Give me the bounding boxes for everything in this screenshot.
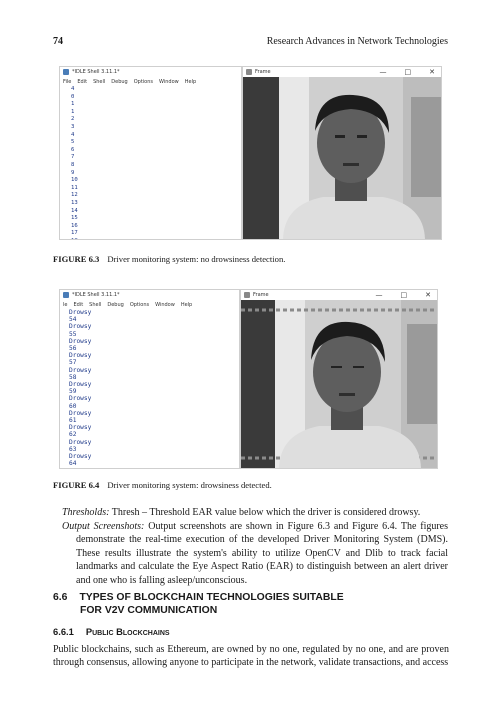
close-icon[interactable]: ✕ bbox=[429, 68, 435, 76]
shell-line: 7 bbox=[71, 154, 75, 161]
menu-debug[interactable]: Debug bbox=[107, 301, 124, 308]
shell-output bbox=[60, 309, 239, 467]
shell-line: 11 bbox=[71, 184, 78, 191]
menu-shell[interactable]: Shell bbox=[89, 301, 102, 308]
idle-titlebar bbox=[60, 290, 239, 300]
driver-photo bbox=[241, 300, 437, 468]
menu-options[interactable]: Options bbox=[129, 301, 150, 308]
menu-edit[interactable]: Edit bbox=[73, 301, 84, 308]
frame-titlebar bbox=[243, 67, 441, 77]
shell-line: 1 bbox=[71, 108, 75, 115]
window-icon bbox=[244, 292, 250, 298]
shell-line: 1 bbox=[71, 101, 75, 108]
driver-photo bbox=[243, 77, 441, 239]
camera-image bbox=[241, 300, 437, 468]
menu-edit[interactable]: Edit bbox=[77, 78, 88, 85]
section-title-line1: TYPES OF BLOCKCHAIN TECHNOLOGIES SUITABLE bbox=[79, 592, 344, 603]
subsection-heading bbox=[53, 626, 170, 637]
shell-line: 61 bbox=[69, 417, 77, 425]
frame-title: Frame bbox=[253, 292, 269, 298]
python-icon bbox=[63, 69, 69, 75]
shell-line: 2 bbox=[71, 116, 75, 123]
figure-caption bbox=[53, 254, 285, 264]
output-label: Output Screenshots: bbox=[62, 521, 145, 532]
shell-line: 5 bbox=[71, 139, 75, 146]
thresholds-text: Thresh – Threshold EAR value below which the driver is considered drowsy. bbox=[111, 507, 421, 518]
shell-line: Drowsy bbox=[69, 438, 92, 446]
python-icon bbox=[63, 292, 69, 298]
window-icon bbox=[246, 69, 252, 75]
output-text: Output screenshots are shown in Figure 6.3 and Figure 6.4. The figures demonstrate the real-time execution of the developed Driver Monitoring System (DMS). These results illustrate the system's ability to utilize OpenCV and Dlib to track facial landmarks and calculate the Eye Aspect Ratio (EAR) to distinguish between an alert driver and one who is falling asleep/unconscious. bbox=[76, 521, 449, 586]
shell-output bbox=[60, 86, 241, 240]
menu-help[interactable]: Help bbox=[180, 301, 193, 308]
menu-file[interactable]: File bbox=[63, 78, 72, 85]
idle-shell-window bbox=[59, 289, 240, 469]
minimize-icon[interactable]: — bbox=[375, 291, 383, 299]
maximize-icon[interactable]: □ bbox=[404, 68, 412, 76]
shell-line: 9 bbox=[71, 169, 75, 176]
shell-line: 17 bbox=[71, 230, 78, 237]
output-paragraph bbox=[62, 520, 448, 587]
shell-line: 12 bbox=[71, 192, 78, 199]
shell-line: 3 bbox=[71, 123, 75, 130]
idle-menubar bbox=[60, 77, 241, 86]
shell-line: Drowsy bbox=[69, 309, 92, 316]
shell-line: 58 bbox=[69, 373, 77, 381]
shell-line: 16 bbox=[71, 222, 78, 229]
idle-titlebar bbox=[60, 67, 241, 77]
shell-line: 8 bbox=[71, 161, 75, 168]
frame-title: Frame bbox=[255, 69, 271, 75]
subsection-title: Public Blockchains bbox=[85, 626, 170, 637]
shell-line: Drowsy bbox=[69, 352, 92, 360]
shell-line: 14 bbox=[71, 207, 78, 214]
shell-line: 6 bbox=[71, 146, 75, 153]
shell-line bbox=[71, 238, 241, 240]
idle-title: *IDLE Shell 3.11.1* bbox=[72, 292, 120, 298]
thresholds-label: Thresholds: bbox=[62, 507, 110, 518]
shell-line: Drowsy bbox=[69, 337, 92, 345]
idle-menubar bbox=[60, 300, 239, 309]
shell-line: Drowsy bbox=[69, 366, 92, 374]
public-blockchains-paragraph: Public blockchains, such as Ethereum, are owned by no one, regulated by no one, and are proven through consensus, allowing anyone to participate in the network, validate transactions, and access bbox=[53, 644, 449, 669]
menu-file[interactable]: le bbox=[63, 301, 68, 308]
menu-options[interactable]: Options bbox=[133, 78, 154, 85]
page-number: 74 bbox=[53, 36, 63, 47]
subsection-number: 6.6.1 bbox=[53, 626, 74, 637]
shell-line: 0 bbox=[71, 93, 75, 100]
menu-shell[interactable]: Shell bbox=[93, 78, 106, 85]
shell-line: 10 bbox=[71, 177, 78, 184]
shell-line: 4 bbox=[71, 131, 75, 138]
shell-line: 63 bbox=[69, 445, 77, 453]
menu-help[interactable]: Help bbox=[184, 78, 197, 85]
maximize-icon[interactable]: □ bbox=[400, 291, 408, 299]
menu-debug[interactable]: Debug bbox=[111, 78, 128, 85]
frame-titlebar bbox=[241, 290, 437, 300]
camera-frame-window bbox=[242, 66, 442, 240]
shell-line: 13 bbox=[71, 199, 78, 206]
idle-title: *IDLE Shell 3.11.1* bbox=[72, 69, 120, 75]
shell-line: Drowsy bbox=[69, 395, 92, 403]
running-head: Research Advances in Network Technologies bbox=[266, 36, 448, 47]
shell-line: 64 bbox=[69, 460, 77, 468]
figure-caption bbox=[53, 480, 272, 490]
figure-label: FIGURE 6.3 bbox=[53, 254, 100, 264]
shell-line: Drowsy bbox=[69, 453, 92, 461]
shell-line: 57 bbox=[69, 359, 77, 367]
shell-line: Drowsy bbox=[69, 424, 92, 432]
menu-window[interactable]: Window bbox=[155, 301, 175, 308]
thresholds-paragraph bbox=[62, 506, 448, 519]
section-title-line2: FOR V2V COMMUNICATION bbox=[80, 604, 218, 616]
shell-line: Drowsy bbox=[69, 409, 92, 417]
shell-line: 54 bbox=[69, 316, 77, 324]
figure-label: FIGURE 6.4 bbox=[53, 480, 100, 490]
idle-shell-window bbox=[59, 66, 242, 240]
shell-line: Drowsy bbox=[69, 381, 92, 389]
figure-caption-text: Driver monitoring system: no drowsiness detection. bbox=[107, 254, 286, 264]
shell-line: 55 bbox=[69, 330, 77, 338]
shell-line: 56 bbox=[69, 345, 77, 353]
section-heading bbox=[53, 592, 449, 617]
shell-line: Drowsy bbox=[69, 323, 92, 331]
minimize-icon[interactable]: — bbox=[379, 68, 387, 76]
shell-line: 4 bbox=[71, 86, 75, 92]
camera-frame-window bbox=[240, 289, 438, 469]
menu-window[interactable]: Window bbox=[159, 78, 179, 85]
shell-line: 59 bbox=[69, 388, 77, 396]
figure-caption-text: Driver monitoring system: drowsiness detected. bbox=[107, 480, 272, 490]
shell-line: 62 bbox=[69, 431, 77, 439]
camera-image bbox=[243, 77, 441, 239]
shell-line: 15 bbox=[71, 215, 78, 222]
close-icon[interactable]: ✕ bbox=[425, 291, 431, 299]
section-number: 6.6 bbox=[53, 592, 68, 603]
shell-line: 60 bbox=[69, 402, 77, 410]
